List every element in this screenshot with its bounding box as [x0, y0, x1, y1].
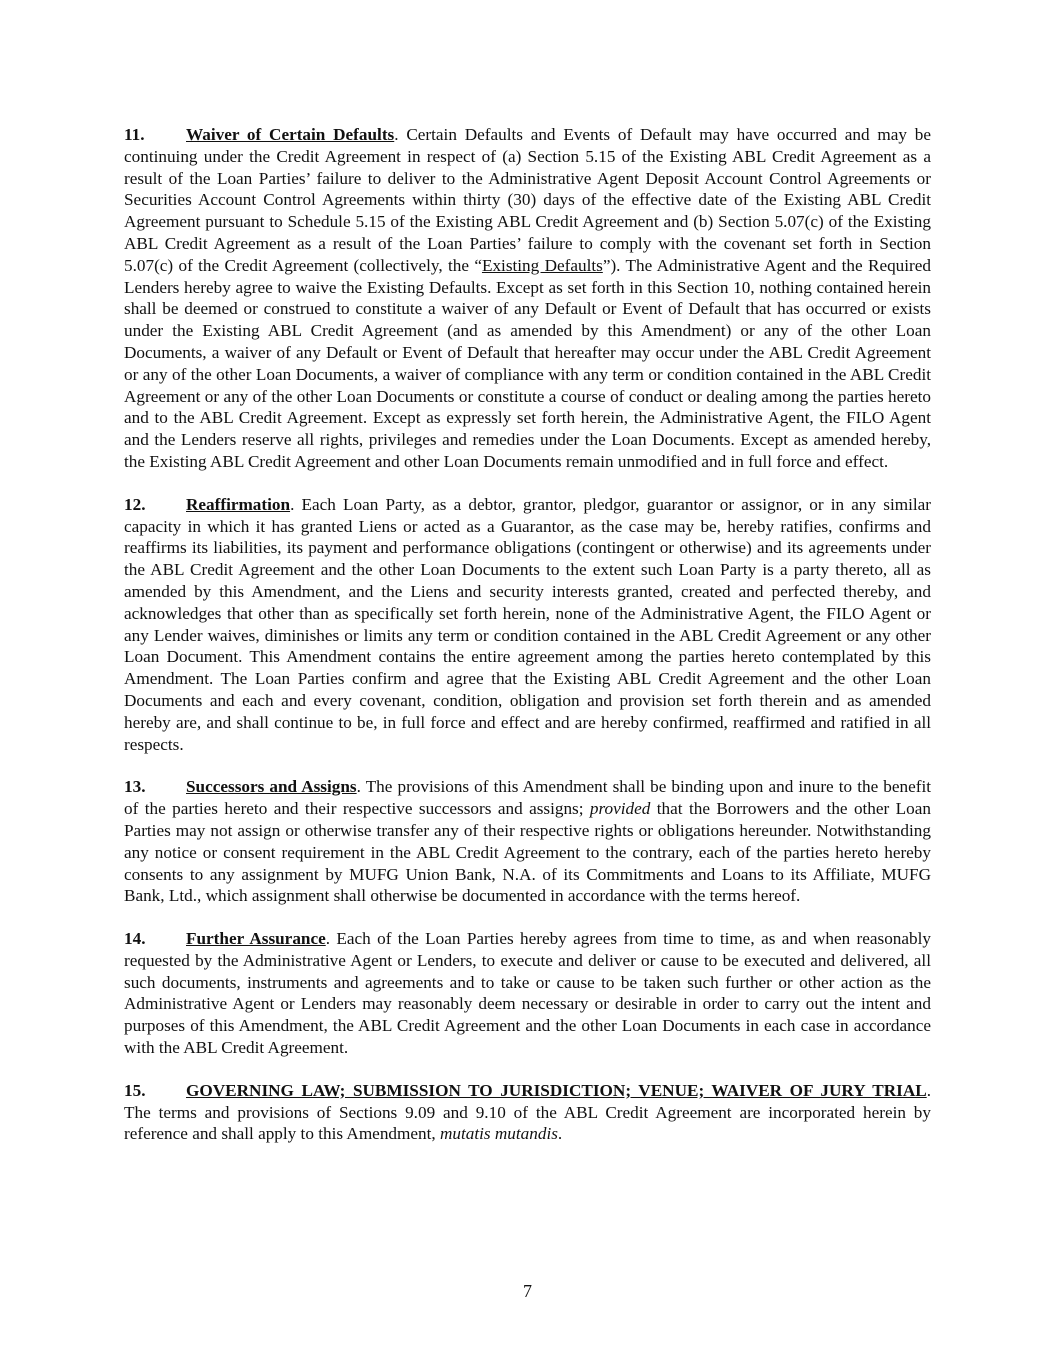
section-heading: Waiver of Certain Defaults: [186, 125, 395, 144]
section-heading: GOVERNING LAW; SUBMISSION TO JURISDICTION; VENUE; WAIVER OF JURY TRIAL: [186, 1080, 927, 1100]
section-number: 15.: [124, 1080, 146, 1100]
section-heading: Further Assurance: [186, 929, 326, 949]
section-heading: Successors and Assigns: [186, 777, 357, 797]
section-number: 11.: [124, 125, 145, 144]
section-text: .: [557, 1124, 563, 1144]
section-number: 12.: [124, 494, 146, 514]
section-number: 14.: [124, 929, 146, 949]
section-text: that the Borrowers and the other Loan Parties may not assign or otherwise transfer any of their respective rights or obligations hereunder. Notwithstanding any notice or consent requirement in the ABL Credit Agreement to the contrary, each of the parties hereto hereby consents to any assignment by MUFG Union Bank, N.A. of its Commitments and Loans to its Affiliate, MUFG Bank, Ltd., which assignment shall otherwise be documented in accordance with the terms hereof.: [124, 799, 931, 906]
section-text: . Certain Defaults and Events of Default may have occurred and may be continuing under the Credit Agreement in respect of (a) Section 5.15 of the Existing ABL Credit Agreement as a result of the Loan Parties’ failure to deliver to the Administrative Agent Deposit Account Control Agreements or Securities Account Control Agreements within thirty (30) days of the effective date of the Existing ABL Credit Agreement pursuant to Schedule 5.15 of the Existing ABL Credit Agreement and (b) Section 5.07(c) of the Existing ABL Credit Agreement as a result of the Loan Parties’ failure to comply with the covenant set forth in Section 5.07(c) of the Credit Agreement (collectively, the “: [124, 125, 932, 275]
section-text: . The terms and provisions of Sections 9.09 and 9.10 of the ABL Credit Agreement are incorporated herein by reference and shall apply to this Amendment,: [124, 1080, 931, 1144]
section-12: [124, 494, 931, 756]
defined-term: Existing Defaults: [481, 255, 603, 275]
section-11: [124, 124, 931, 473]
section-15: [124, 1080, 931, 1145]
section-text: . The provisions of this Amendment shall be binding upon and inure to the benefit of the parties hereto and their respective successors and assigns;: [124, 777, 931, 819]
section-number: 13.: [124, 777, 146, 797]
page-number: 7: [523, 1281, 532, 1301]
section-text: ”). The Administrative Agent and the Required Lenders hereby agree to waive the Existing Defaults. Except as set forth in this Section 10, nothing contained herein shall be deemed or construed to constitute a waiver of any Default or Event of Default that has occurred or exists under the Existing ABL Credit Agreement (and as amended by this Amendment) or any of the other Loan Documents, a waiver of any Default or Event of Default that hereafter may occur under the ABL Credit Agreement or any of the other Loan Documents, a waiver of compliance with any term or condition contained in the ABL Credit Agreement or any of the other Loan Documents or constitute a course of conduct or dealing among the parties hereto and to the ABL Credit Agreement. Except as expressly set forth herein, the Administrative Agent, the FILO Agent and the Lenders reserve all rights, privileges and remedies under the Loan Documents. Except as amended hereby, the Existing ABL Credit Agreement and other Loan Documents remain unmodified and in full force and effect.: [124, 255, 931, 471]
italic-term: provided: [589, 799, 651, 819]
section-text: . Each Loan Party, as a debtor, grantor, pledgor, guarantor or assignor, or in any similar capacity in which it has granted Liens or acted as a Guarantor, as the case may be, hereby ratifies, confirms and reaffirms its liabilities, its payment and performance obligations (contingent or otherwise) and its agreements under the ABL Credit Agreement and the other Loan Documents to the extent such Loan Party is a party thereto, all as amended by this Amendment, and the Liens and security interests granted, created and perfected thereby, and acknowledges that other than as specifically set forth herein, none of the Administrative Agent, the FILO Agent or any Lender waives, diminishes or limits any term or condition contained in the ABL Credit Agreement or any other Loan Document. This Amendment contains the entire agreement among the parties hereto contemplated by this Amendment. The Loan Parties confirm and agree that the Existing ABL Credit Agreement and the other Loan Documents and each and every covenant, condition, obligation and provision set forth therein and as amended hereby are, and shall continue to be, in full force and effect and are hereby confirmed, reaffirmed and ratified in all respects.: [124, 494, 931, 754]
section-13: [124, 776, 931, 907]
italic-term: mutatis mutandis: [439, 1124, 558, 1144]
section-text: . Each of the Loan Parties hereby agrees from time to time, as and when reasonably requested by the Administrative Agent or Lenders, to execute and deliver or cause to be executed and delivered, all such documents, instruments and agreements and to take or cause to be taken such further or other action as the Administrative Agent or Lenders may reasonably deem necessary or desirable in order to carry out the intent and purposes of this Amendment, the ABL Credit Agreement and the other Loan Documents in each case in accordance with the ABL Credit Agreement.: [124, 929, 931, 1058]
section-heading: Reaffirmation: [186, 494, 291, 514]
document-body: [124, 124, 931, 1166]
section-14: [124, 928, 931, 1059]
